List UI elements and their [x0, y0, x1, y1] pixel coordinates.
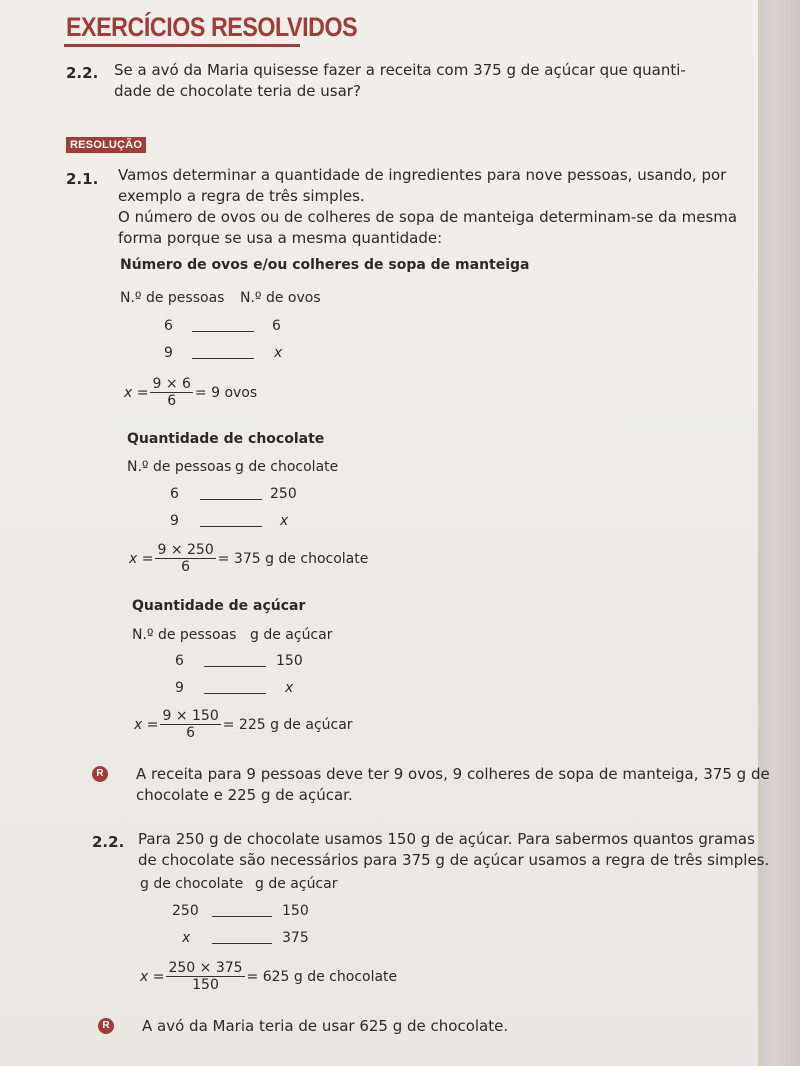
eggs-r2-line — [192, 357, 254, 359]
sugar-r2-a: 9 — [175, 680, 184, 696]
title-underline — [64, 44, 300, 47]
part2-line-2: de chocolate são necessários para 375 g de açúcar usamos a regra de três simples. — [138, 851, 770, 869]
part2-r2-a: x — [182, 930, 191, 946]
part1-line-4: forma porque se usa a mesma quantidade: — [118, 229, 443, 247]
chocolate-r2-line — [200, 525, 262, 527]
part2-eq-rhs: = 625 g de chocolate — [246, 968, 398, 985]
part2-col2-header: g de açúcar — [255, 876, 338, 892]
chocolate-col1-header: N.º de pessoas — [127, 459, 232, 475]
eggs-equation — [124, 376, 257, 409]
answer-r-icon: R — [92, 766, 108, 782]
chocolate-eq-den: 6 — [181, 559, 191, 575]
part2-r1-b: 150 — [282, 903, 309, 919]
part2-eq-den: 150 — [192, 977, 219, 993]
question-number: 2.2. — [66, 64, 99, 82]
chocolate-r1-line — [200, 498, 262, 500]
part2-equation — [140, 960, 397, 993]
sugar-heading: Quantidade de açúcar — [132, 598, 306, 614]
chocolate-eq-rhs: = 375 g de chocolate — [217, 550, 369, 567]
sugar-r1-b: 150 — [276, 653, 303, 669]
part1-line-1: Vamos determinar a quantidade de ingredientes para nove pessoas, usando, por — [118, 166, 727, 184]
sugar-eq-rhs: = 225 g de açúcar — [222, 716, 353, 733]
sugar-r2-b: x — [285, 680, 294, 696]
part2-line-1: Para 250 g de chocolate usamos 150 g de açúcar. Para sabermos quantos gramas — [138, 830, 755, 848]
eggs-eq-rhs: = 9 ovos — [194, 384, 258, 401]
page-edge — [758, 0, 800, 1066]
part2-r1-a: 250 — [172, 903, 199, 919]
part2-r2-line — [212, 942, 272, 944]
question-line-1: Se a avó da Maria quisesse fazer a receita com 375 g de açúcar que quanti- — [114, 61, 686, 79]
chocolate-eq-fraction — [155, 542, 215, 575]
sugar-r1-a: 6 — [175, 653, 184, 669]
part2-eq-fraction — [166, 960, 244, 993]
sugar-eq-lhs: x = — [134, 716, 159, 733]
eggs-r1-b: 6 — [272, 318, 281, 334]
sugar-eq-den: 6 — [186, 725, 196, 741]
eggs-r2-b: x — [274, 345, 283, 361]
question-line-2: dade de chocolate teria de usar? — [114, 82, 361, 100]
chocolate-r2-b: x — [280, 513, 289, 529]
part2-number: 2.2. — [92, 833, 125, 851]
part2-col1-header: g de chocolate — [140, 876, 244, 892]
eggs-eq-num: 9 × 6 — [152, 376, 191, 392]
chocolate-r1-a: 6 — [170, 486, 179, 502]
resolution-badge: RESOLUÇÃO — [66, 137, 146, 153]
part2-r1-line — [212, 915, 272, 917]
sugar-eq-fraction — [160, 708, 220, 741]
answer1-line-2: chocolate e 225 g de açúcar. — [136, 786, 353, 804]
sugar-r1-line — [204, 665, 266, 667]
eggs-heading: Número de ovos e/ou colheres de sopa de manteiga — [120, 257, 530, 273]
chocolate-r1-b: 250 — [270, 486, 297, 502]
part2-eq-lhs: x = — [140, 968, 165, 985]
answer2-line: A avó da Maria teria de usar 625 g de chocolate. — [142, 1017, 509, 1035]
sugar-col1-header: N.º de pessoas — [132, 627, 237, 643]
chocolate-eq-lhs: x = — [129, 550, 154, 567]
sugar-equation — [134, 708, 353, 741]
eggs-eq-den: 6 — [167, 393, 177, 409]
eggs-r1-line — [192, 330, 254, 332]
part2-eq-num: 250 × 375 — [168, 960, 243, 976]
eggs-col2-header: N.º de ovos — [240, 290, 321, 306]
eggs-col1-header: N.º de pessoas — [120, 290, 225, 306]
chocolate-r2-a: 9 — [170, 513, 179, 529]
sugar-col2-header: g de açúcar — [250, 627, 333, 643]
eggs-eq-fraction — [150, 376, 192, 409]
part1-number: 2.1. — [66, 170, 99, 188]
eggs-r2-a: 9 — [164, 345, 173, 361]
eggs-r1-a: 6 — [164, 318, 173, 334]
chocolate-equation — [129, 542, 368, 575]
answer-r-icon: R — [98, 1018, 114, 1034]
part2-r2-b: 375 — [282, 930, 309, 946]
part1-line-3: O número de ovos ou de colheres de sopa de manteiga determinam-se da mesma — [118, 208, 738, 226]
sugar-r2-line — [204, 692, 266, 694]
part1-line-2: exemplo a regra de três simples. — [118, 187, 365, 205]
sugar-eq-num: 9 × 150 — [162, 708, 219, 724]
chocolate-col2-header: g de chocolate — [235, 459, 339, 475]
eggs-eq-lhs: x = — [124, 384, 149, 401]
page-title: EXERCÍCIOS RESOLVIDOS — [66, 12, 358, 42]
chocolate-heading: Quantidade de chocolate — [127, 431, 325, 447]
chocolate-eq-num: 9 × 250 — [157, 542, 214, 558]
answer1-line-1: A receita para 9 pessoas deve ter 9 ovos, 9 colheres de sopa de manteiga, 375 g de — [136, 765, 770, 783]
